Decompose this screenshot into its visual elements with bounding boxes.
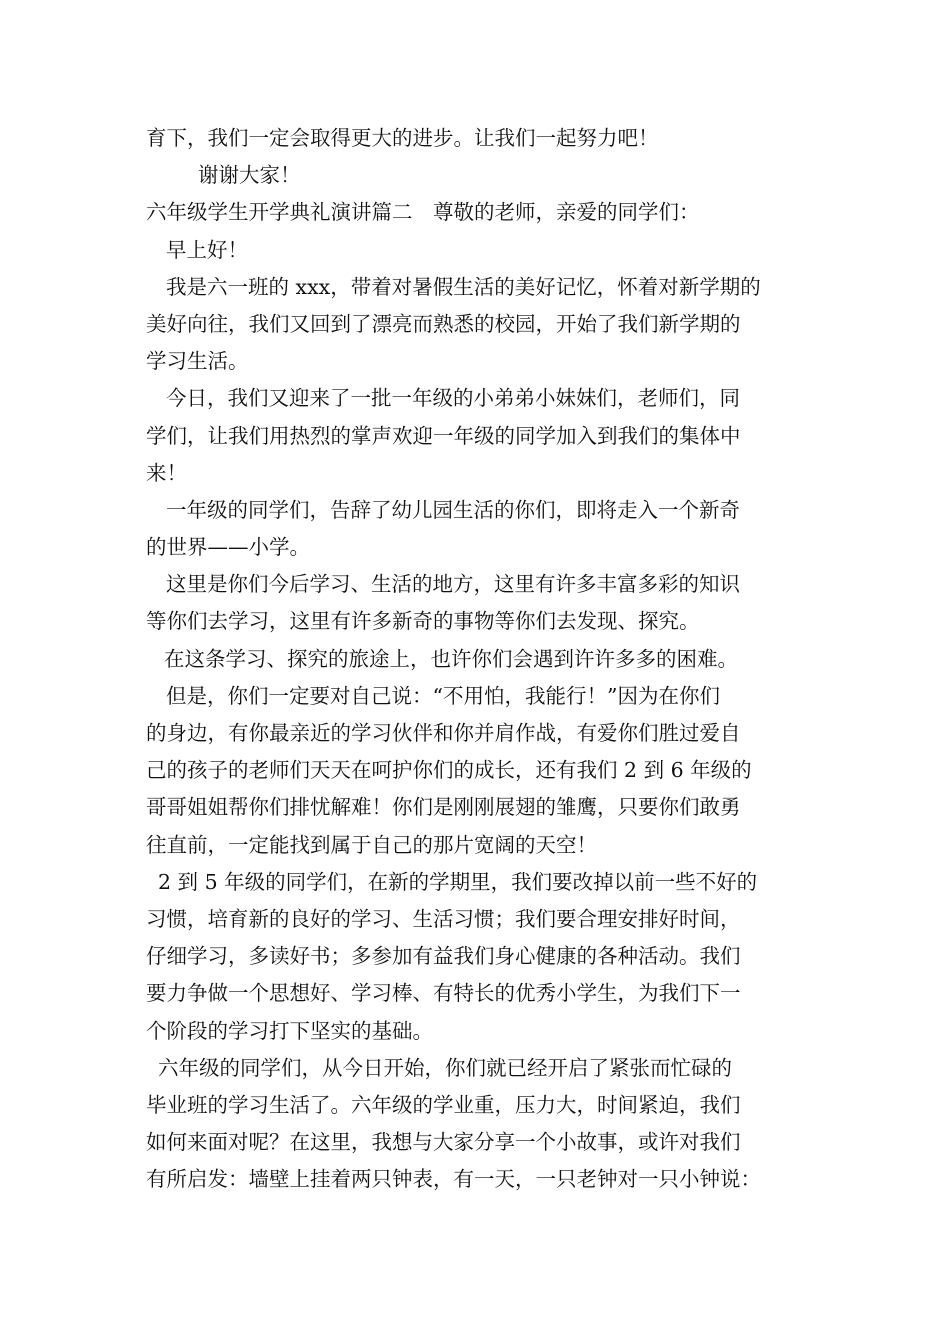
text-line: 如何来面对呢？在这里，我想与大家分享一个小故事，或许对我们	[146, 1130, 741, 1155]
text-line: 美好向往，我们又回到了漂亮而熟悉的校园，开始了我们新学期的	[146, 311, 741, 336]
text-line: 有所启发：墙壁上挂着两只钟表，有一天，一只老钟对一只小钟说：	[146, 1167, 761, 1192]
text-line: 个阶段的学习打下坚实的基础。	[146, 1018, 433, 1043]
text-line: 学习生活。	[146, 349, 249, 374]
text-line: 一年级的同学们，告辞了幼儿园生活的你们，即将走入一个新奇	[166, 497, 740, 522]
text-line: 要力争做一个思想好、学习棒、有特长的优秀小学生，为我们下一	[146, 981, 741, 1006]
text-line: 这里是你们今后学习、生活的地方，这里有许多丰富多彩的知识	[166, 572, 740, 597]
text-line: 毕业班的学习生活了。六年级的学业重，压力大，时间紧迫，我们	[146, 1092, 741, 1117]
text-line: 2 到 5 年级的同学们，在新的学期里，我们要改掉以前一些不好的	[158, 869, 758, 894]
text-line: 六年级的同学们，从今日开始，你们就已经开启了紧张而忙碌的	[158, 1055, 732, 1080]
text-line: 的身边，有你最亲近的学习伙伴和你并肩作战，有爱你们胜过爱自	[146, 721, 741, 745]
text-line: 的世界——小学。	[146, 535, 310, 560]
text-line: 学们，让我们用热烈的掌声欢迎一年级的同学加入到我们的集体中	[146, 423, 741, 448]
text-line: 但是，你们一定要对自己说：“不用怕，我能行！”因为在你们	[166, 683, 720, 708]
text-line: 哥哥姐姐帮你们排忧解难！你们是刚刚展翅的雏鹰，只要你们敢勇	[146, 795, 741, 820]
text-line: 己的孩子的老师们天天在呵护你们的成长，还有我们 2 到 6 年级的	[146, 758, 752, 783]
text-line: 我是六一班的 xxx，带着对暑假生活的美好记忆，怀着对新学期的	[166, 274, 761, 299]
text-line: 今日，我们又迎来了一批一年级的小弟弟小妹妹们，老师们，同	[166, 386, 740, 411]
text-line: 谢谢大家！	[198, 163, 301, 188]
document-body	[146, 120, 826, 1198]
text-line: 等你们去学习，这里有许多新奇的事物等你们去发现、探究。	[146, 609, 700, 634]
text-line: 仔细学习，多读好书；多参加有益我们身心健康的各种活动。我们	[146, 944, 741, 969]
section-heading-line: 六年级学生开学典礼演讲篇二 尊敬的老师，亲爱的同学们：	[146, 200, 700, 225]
text-line: 习惯，培育新的良好的学习、生活习惯；我们要合理安排好时间，	[146, 906, 741, 931]
text-line: 育下，我们一定会取得更大的进步。让我们一起努力吧！	[146, 126, 659, 150]
text-line: 在这条学习、探究的旅途上，也许你们会遇到许许多多的困难。	[164, 646, 738, 671]
text-line: 早上好！	[166, 237, 248, 262]
text-line: 往直前，一定能找到属于自己的那片宽阔的天空！	[146, 832, 597, 857]
text-line: 来！	[146, 460, 187, 485]
